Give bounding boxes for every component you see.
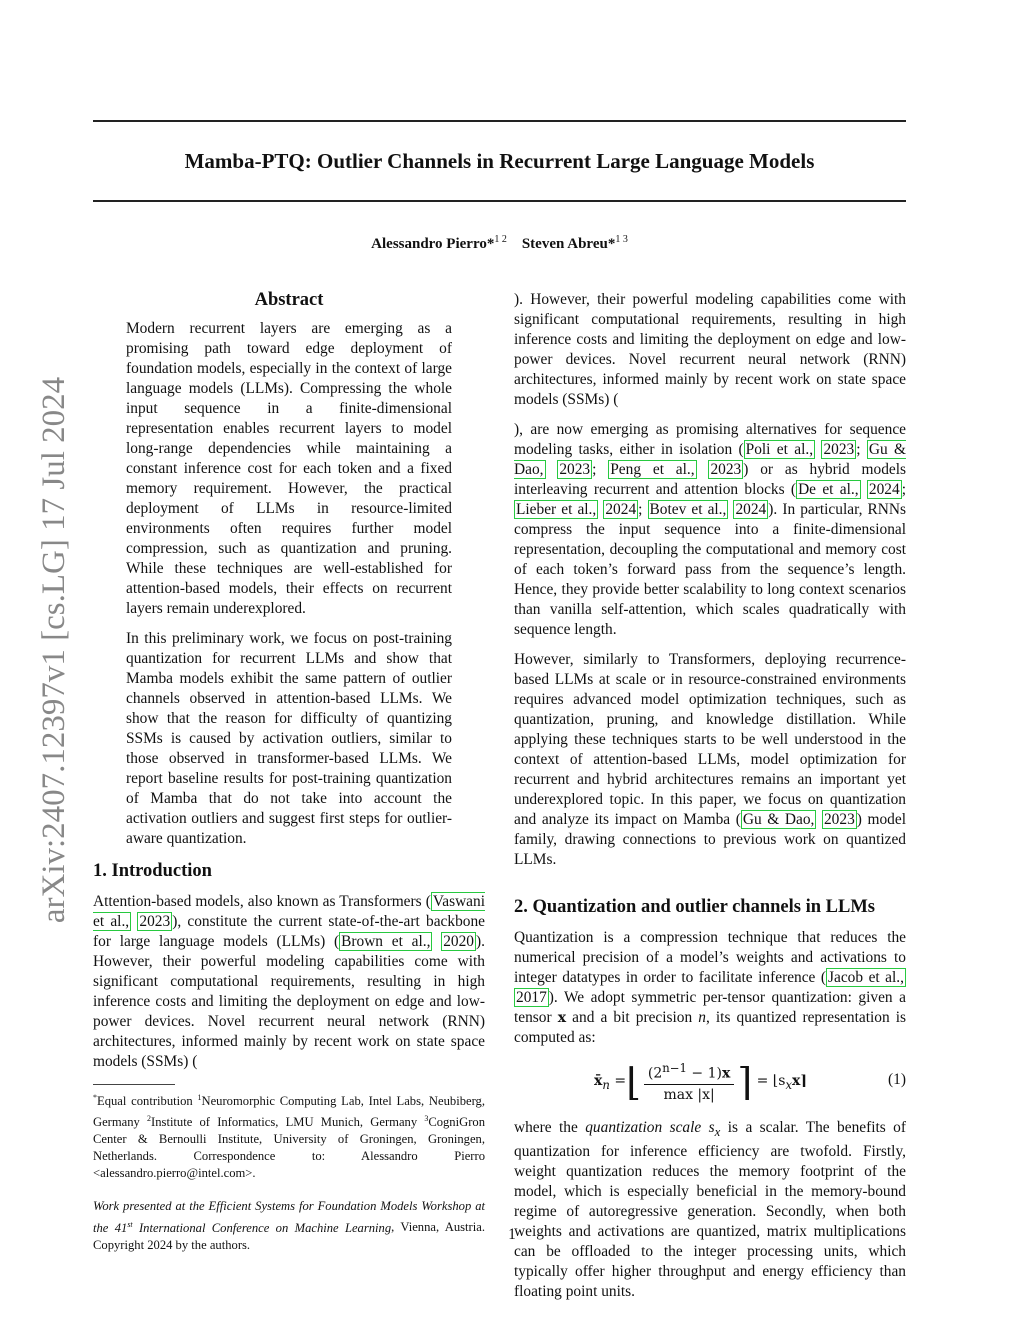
section-2-paragraph: where the quantization scale $s_x$ is a scalar. The benefits of quantization for inference efficiency are twofold. Firstly, weight quantization reduces the memory footprint of the model, which is especially beneficial in the memory-bound regime of autoregressive generation. Secondly, when both weights and activations are quantized, matrix multiplications can be offloaded to the integer processing units, which typically offer higher throughput and energy efficiency than floating point units.: [514, 1119, 906, 1301]
citation-link[interactable]: Peng et al.,: [610, 461, 695, 478]
intro-paragraph-continued: ). However, their powerful modeling capabilities come with significant computational requirements, resulting in high inference costs and limiting the deployment on edge and low-power devices. Novel recurrent neural network (RNN) architectures, informed mainly by recent work on state space models (SSMs) (: [514, 291, 906, 408]
citation-link[interactable]: Poli et al.,: [745, 441, 814, 458]
citation-link[interactable]: Lieber et al.,: [516, 501, 597, 518]
citation-link[interactable]: 2024: [605, 501, 637, 518]
equation-quantization: $x̄_n$ = ⌊ $\frac{(2^{n-1} - 1)x}{\max |x|}$ ⌉ = $⌊s_xx⌉$ (1): [594, 1060, 906, 1104]
arxiv-identifier: arXiv:2407.12397v1 [cs.LG] 17 Jul 2024: [36, 376, 72, 924]
equation-fraction: $\frac{(2^{n-1} - 1)x}{\max |x|}$: [641, 1061, 737, 1103]
citation-link[interactable]: 2017: [516, 989, 547, 1006]
abstract-paragraph: Modern recurrent layers are emerging as a promising path toward edge deployment of foundation models, especially in the context of large language models (LLMs). Compressing the whole input sequence in a finite-dimensional representation enables recurrent layers to model long-range dependencies while maintaining a constant inference cost for each token and a fixed memory requirement. However, the practical deployment of LLMs in resource-limited environments often requires further model compression, such as quantization and pruning. While these techniques are well-established for attention-based models, their effects on recurrent layers remain underexplored.: [126, 320, 452, 617]
footnote-rule: [93, 1084, 175, 1085]
equation-lhs: $x̄_n$ =: [594, 1072, 627, 1092]
citation-link[interactable]: Botev et al.,: [649, 501, 727, 518]
page-number: 1: [508, 1226, 516, 1243]
left-column: [93, 858, 485, 1254]
author-name: Alessandro Pierro*: [371, 236, 495, 252]
paper-title: Mamba-PTQ: Outlier Channels in Recurrent Large Language Models: [184, 149, 815, 173]
citation-link[interactable]: Gu & Dao,: [514, 441, 906, 478]
citation-link[interactable]: 2023: [710, 461, 742, 478]
author-affiliation: 1 2: [494, 234, 507, 245]
right-column: [514, 290, 906, 1302]
intro-paragraph: Attention-based models, also known as Transformers ( Vaswani et al., 2023 ), constitute the current state-of-the-art backbone for large language models (LLMs) ( Brown et al., 2020 ). However, their powerful modeling capabilities come with significant computational requirements, resulting in high inference costs and limiting the deployment on edge and low-power devices. Novel recurrent neural network (RNN) architectures, informed mainly by recent work on state space models (SSMs) (: [93, 893, 485, 1070]
citation-link[interactable]: Brown et al.,: [341, 933, 431, 950]
citation-link[interactable]: 2023: [559, 461, 591, 478]
citation-link[interactable]: 2023: [139, 913, 171, 930]
citation-link[interactable]: Vaswani et al.,: [93, 893, 485, 930]
equation-rhs: = $⌊s_xx⌉$: [756, 1072, 807, 1092]
citation-link[interactable]: Gu & Dao,: [742, 811, 815, 828]
citation-link[interactable]: 2020: [443, 933, 474, 950]
author-name: Steven Abreu*: [521, 236, 616, 252]
intro-paragraph: However, similarly to Transformers, deploying recurrence-based LLMs at scale or in resource-constrained environments requires advanced model optimization techniques, such as quantization, pruning, and knowledge distillation. While applying these techniques starts to be well understood in the context of attention-based LLMs, model optimization for recurrent and hybrid architectures remains an important yet underexplored topic. In this paper, we focus on quantization and analyze its impact on Mamba ( Gu & Dao, 2023 ) model family, drawing connections to previous work on quantized LLMs.: [514, 651, 906, 868]
citation-link[interactable]: Jacob et al.,: [828, 969, 904, 986]
title-rule-bottom: [93, 200, 906, 202]
equation-number: (1): [888, 1071, 906, 1088]
citation-link[interactable]: De et al.,: [798, 481, 859, 498]
author-affiliation: 1 3: [615, 234, 628, 245]
author-list: [93, 234, 906, 253]
citation-link[interactable]: 2024: [735, 501, 767, 518]
section-2-paragraph: Quantization is a compression technique that reduces the numerical precision of a model’s weights and activations to integer datatypes in order to facilitate inference ( Jacob et al., 2017 ). We adopt symmetric per-tensor quantization: given a tensor x and a bit precision n, its quantized representation is computed as:: [514, 929, 906, 1046]
citation-link[interactable]: 2023: [823, 811, 855, 828]
abstract-section: [126, 287, 452, 849]
section-2-heading: 2. Quantization and outlier channels in LLMs: [514, 897, 875, 917]
affiliation-footnote: *Equal contribution $^1$Neuromorphic Computing Lab, Intel Labs, Neubiberg, Germany $^2$Institute of Informatics, LMU Munich, Germany $^3$CogniGron Center & Bernoulli Institute, University of Groningen, Groningen, Netherlands. Correspondence to: Alessandro Pierro <alessandro.pierro@intel.com>.: [93, 1093, 486, 1181]
citation-link[interactable]: 2023: [823, 441, 855, 458]
workshop-note: Work presented at the Efficient Systems for Foundation Models Workshop at the 41st International Conference on Machine Learning, Vienna, Austria. Copyright 2024 by the authors.: [93, 1199, 485, 1252]
intro-paragraph: ), are now emerging as promising alternatives for sequence modeling tasks, either in isolation ( Poli et al., 2023 ; Gu & Dao, 2023 ; Peng et al., 2023 ) or as hybrid models interleaving recurrent and attention blocks ( De et al., 2024 ; Lieber et al., 2024 ; Botev et al., 2024 ). In particular, RNNs compress the input sequence into a finite-dimensional representation, decoupling the computational and memory cost of each token’s forward pass from the sequence’s length. Hence, they provide better scalability to long context scenarios than vanilla self-attention, which scales quadratically with sequence length.: [514, 421, 906, 638]
introduction-heading: 1. Introduction: [93, 861, 212, 881]
abstract-heading: Abstract: [254, 290, 324, 310]
abstract-paragraph: In this preliminary work, we focus on post-training quantization for recurrent LLMs and show that Mamba models exhibit the same pattern of outlier channels observed in attention-based LLMs. We show that the reason for difficulty of quantizing SSMs is caused by activation outliers, similar to those observed in transformer-based LLMs. We report baseline results for post-training quantization of Mamba that do not take into account the activation outliers and suggest first steps for outlier-aware quantization.: [126, 630, 452, 847]
citation-link[interactable]: 2024: [868, 481, 900, 498]
title-rule-top: [93, 120, 906, 122]
